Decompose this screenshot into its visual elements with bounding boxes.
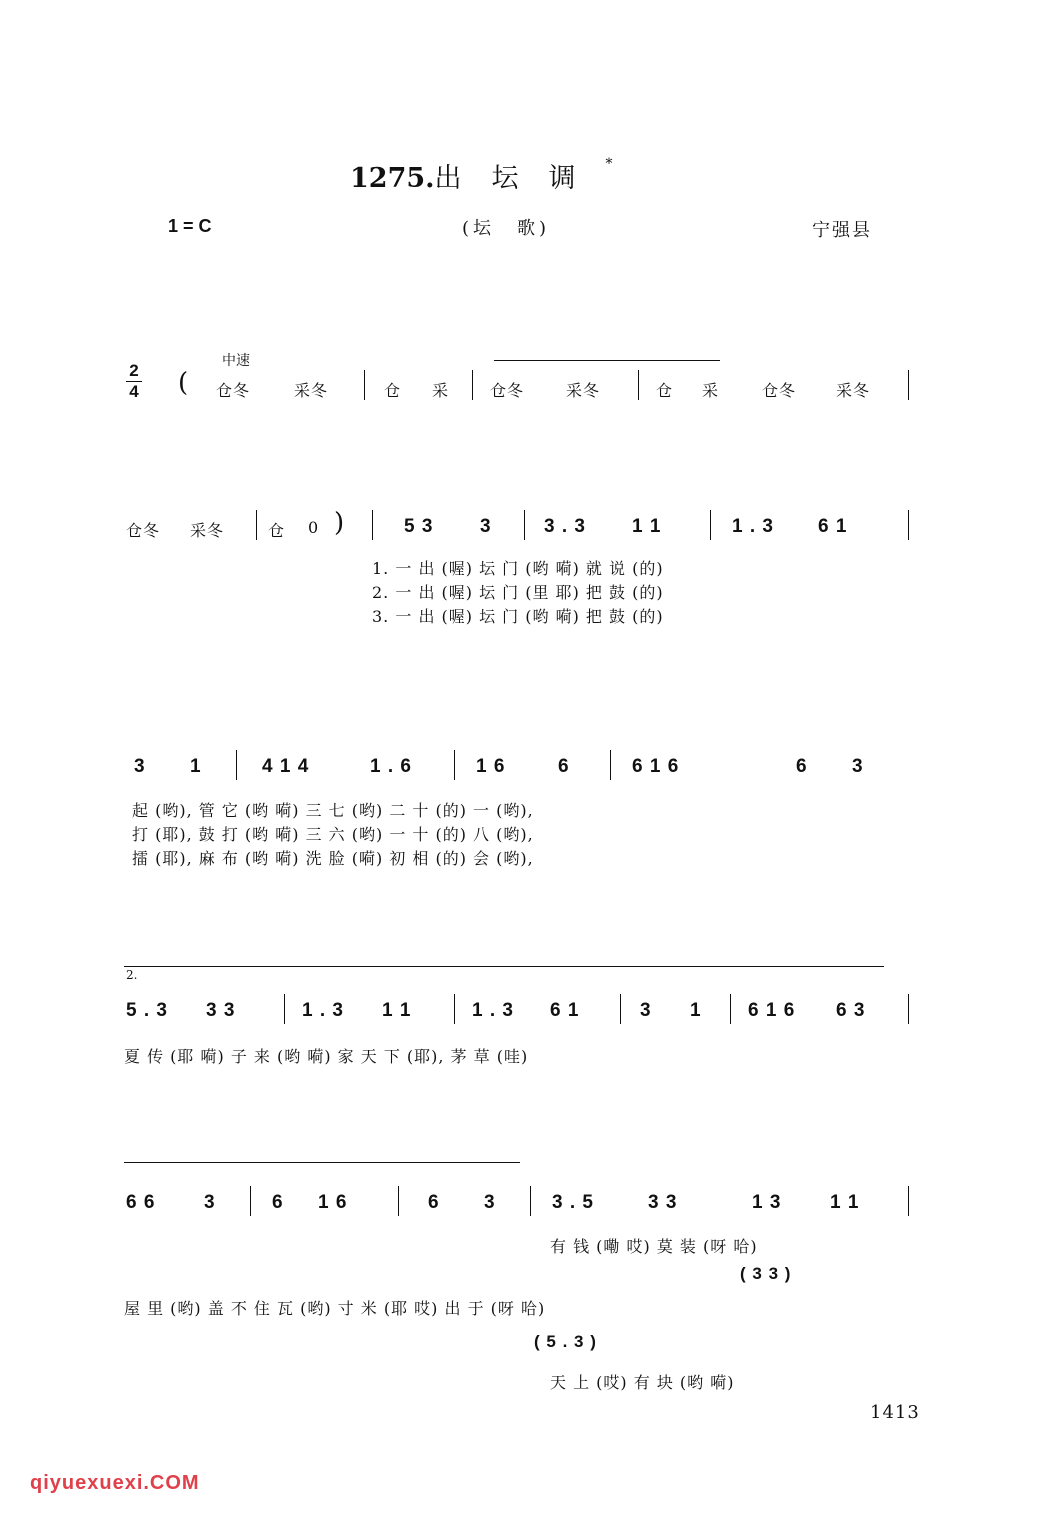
barline xyxy=(524,510,525,540)
barline xyxy=(638,370,639,400)
lyric-r5-c: 天 上 (哎) 有 块 (哟 嗬) xyxy=(550,1373,735,1392)
page-number: 1413 xyxy=(870,1402,920,1423)
title-number: 1275. xyxy=(350,163,435,194)
lyric-r5-a: 有 钱 (嘞 哎) 莫 装 (呀 哈) xyxy=(550,1237,758,1256)
barline xyxy=(908,994,909,1024)
note-r4-3: 1 . 3 xyxy=(302,1000,344,1021)
note-r3-5: 1 6 xyxy=(476,756,506,777)
barline xyxy=(236,750,237,780)
barline xyxy=(620,994,621,1024)
note-r3-1: 3 xyxy=(134,756,146,777)
note-r2-5: 1 . 3 xyxy=(732,516,774,537)
barline xyxy=(372,510,373,540)
barline xyxy=(908,1186,909,1216)
note-r2-6: 6 1 xyxy=(818,516,848,537)
alt-notes-b-value: 5 . 3 xyxy=(546,1332,585,1351)
note-r2-4: 1 1 xyxy=(632,516,662,537)
note-r5-6: 3 xyxy=(484,1192,496,1213)
note-r4-6: 6 1 xyxy=(550,1000,580,1021)
note-r2-2: 3 xyxy=(480,516,492,537)
note-r3-7: 6 1 6 xyxy=(632,756,680,777)
note-r5-7: 3 . 5 xyxy=(552,1192,594,1213)
note-r3-4: 1 . 6 xyxy=(370,756,412,777)
perc-r1-6: 采冬 xyxy=(566,381,601,400)
perc-r1-3: 仓 xyxy=(384,381,402,400)
note-r5-4: 1 6 xyxy=(318,1192,348,1213)
barline xyxy=(610,750,611,780)
note-r4-10: 6 3 xyxy=(836,1000,866,1021)
lyric-r3-verse3: 擂 (耶), 麻 布 (哟 嗬) 洗 脸 (嗬) 初 相 (的) 会 (哟), xyxy=(132,849,534,868)
lyric-r2-verse3: 3. 一 出 (喔) 坛 门 (哟 嗬) 把 鼓 (的) xyxy=(372,607,664,626)
note-r4-1: 5 . 3 xyxy=(126,1000,168,1021)
note-r5-3: 6 xyxy=(272,1192,284,1213)
repeat-bracket xyxy=(494,360,720,361)
note-r5-9: 1 3 xyxy=(752,1192,782,1213)
perc-r1-4: 采 xyxy=(432,381,450,400)
note-r4-4: 1 1 xyxy=(382,1000,412,1021)
note-r4-2: 3 3 xyxy=(206,1000,236,1021)
perc-r1-9: 仓冬 xyxy=(762,381,797,400)
lyric-r3-verse2: 打 (耶), 鼓 打 (哟 嗬) 三 六 (哟) 一 十 (的) 八 (哟), xyxy=(132,825,534,844)
perc-r2-1: 仓冬 xyxy=(126,521,161,540)
alt-notes-a-value: 3 3 xyxy=(752,1264,780,1283)
tempo-marking: 中速 xyxy=(222,353,250,369)
time-sig-top: 2 xyxy=(129,361,139,380)
note-r5-8: 3 3 xyxy=(648,1192,678,1213)
key-signature: 1 = C xyxy=(168,216,212,236)
time-sig-bottom: 4 xyxy=(129,382,139,401)
perc-r2-3: 仓 xyxy=(268,521,286,540)
note-r2-1: 5 3 xyxy=(404,516,434,537)
note-r5-5: 6 xyxy=(428,1192,440,1213)
barline xyxy=(908,510,909,540)
note-r4-9: 6 1 6 xyxy=(748,1000,796,1021)
open-paren: ( xyxy=(178,368,189,398)
barline xyxy=(284,994,285,1024)
barline xyxy=(472,370,473,400)
alt-notes-a: ( 3 3 ) xyxy=(740,1264,792,1283)
note-r5-2: 3 xyxy=(204,1192,216,1213)
origin-label: 宁强县 xyxy=(812,220,872,241)
note-r5-1: 6 6 xyxy=(126,1192,156,1213)
barline xyxy=(398,1186,399,1216)
note-r3-8: 6 xyxy=(796,756,808,777)
perc-r1-1: 仓冬 xyxy=(216,381,251,400)
time-signature xyxy=(126,362,142,401)
lyric-r5-b: 屋 里 (哟) 盖 不 住 瓦 (哟) 寸 米 (耶 哎) 出 于 (呀 哈) xyxy=(124,1299,546,1318)
perc-r1-2: 采冬 xyxy=(294,381,329,400)
note-r4-5: 1 . 3 xyxy=(472,1000,514,1021)
lyric-r2-verse2: 2. 一 出 (喔) 坛 门 (里 耶) 把 鼓 (的) xyxy=(372,583,664,602)
perc-r1-5: 仓冬 xyxy=(490,381,525,400)
title-mark: * xyxy=(605,156,613,172)
perc-r2-2: 采冬 xyxy=(190,521,225,540)
alt-notes-b: ( 5 . 3 ) xyxy=(534,1332,597,1351)
barline xyxy=(256,510,257,540)
volta-bracket xyxy=(124,966,884,967)
barline xyxy=(530,1186,531,1216)
barline xyxy=(454,750,455,780)
lyric-r3-verse1: 起 (哟), 管 它 (哟 嗬) 三 七 (哟) 二 十 (的) 一 (哟), xyxy=(132,801,534,820)
perc-r2-4: 0 xyxy=(308,518,320,537)
note-r4-8: 1 xyxy=(690,1000,702,1021)
note-r3-3: 4 1 4 xyxy=(262,756,310,777)
close-paren: ) xyxy=(334,508,345,538)
genre-label: (坛 歌) xyxy=(462,218,551,239)
note-r2-3: 3 . 3 xyxy=(544,516,586,537)
barline xyxy=(250,1186,251,1216)
song-title xyxy=(350,156,613,195)
title-text: 出坛调 xyxy=(434,163,606,194)
lyric-r4: 夏 传 (耶 嗬) 子 来 (哟 嗬) 家 天 下 (耶), 茅 草 (哇) xyxy=(124,1047,529,1066)
volta-label: 2. xyxy=(126,968,138,982)
barline xyxy=(730,994,731,1024)
note-r3-2: 1 xyxy=(190,756,202,777)
note-r5-10: 1 1 xyxy=(830,1192,860,1213)
perc-r1-10: 采冬 xyxy=(836,381,871,400)
barline xyxy=(908,370,909,400)
barline xyxy=(454,994,455,1024)
note-r3-6: 6 xyxy=(558,756,570,777)
barline xyxy=(710,510,711,540)
note-r4-7: 3 xyxy=(640,1000,652,1021)
lyric-r2-verse1: 1. 一 出 (喔) 坛 门 (哟 嗬) 就 说 (的) xyxy=(372,559,664,578)
tie-bracket xyxy=(124,1162,520,1163)
note-r3-9: 3 xyxy=(852,756,864,777)
perc-r1-7: 仓 xyxy=(656,381,674,400)
perc-r1-8: 采 xyxy=(702,381,720,400)
watermark: qiyuexuexi.COM xyxy=(30,1472,200,1494)
barline xyxy=(364,370,365,400)
